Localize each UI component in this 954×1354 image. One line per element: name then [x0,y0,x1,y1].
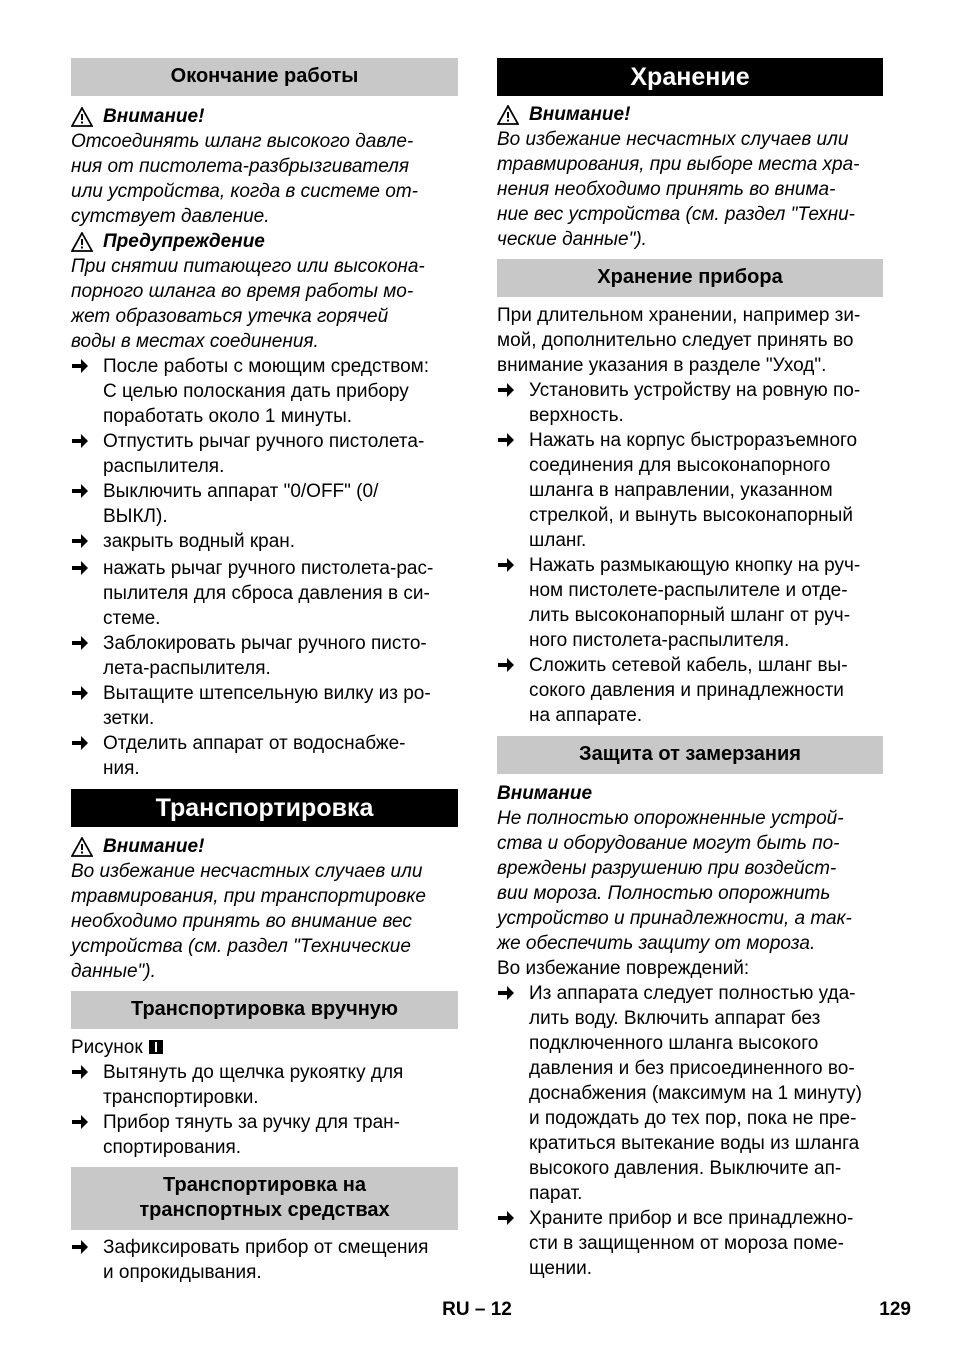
text-line: Во избежание несчастных случаев или [71,861,423,882]
text-line: верхность. [529,405,624,426]
text-line: сти в защищенном от мороза поме- [529,1233,844,1254]
text-line: или устройства, когда в системе от- [71,181,418,202]
text-line: шланг. [529,530,587,551]
step-text [529,428,883,553]
text-line: ческие данные"). [497,229,647,250]
arrow-right-icon [497,432,515,448]
text-line: Нажать на корпус быстроразъемного [529,430,858,451]
text-line: Прибор тянуть за ручку для тран- [103,1112,401,1133]
text-line: и подождать до тех пор, пока не пре- [529,1108,857,1129]
step-bullet [497,981,529,1206]
step-text [103,731,458,781]
text-line: Сложить сетевой кабель, шланг вы- [529,655,848,676]
text-line: Из аппарата следует полностью уда- [529,983,856,1004]
step-item [497,981,883,1206]
text-line: сутствует давление. [71,206,270,227]
text-line: вии мороза. Полностью опорожнить [497,883,831,904]
arrow-right-icon [71,483,89,499]
warning-block-title [71,104,458,129]
step-text [103,1235,458,1285]
step-item [497,428,883,553]
text-line: ВЫКЛ). [103,506,168,527]
arrow-right-icon [497,657,515,673]
step-item [497,553,883,653]
step-item [497,653,883,728]
text-line: высокого давления. Выключите ап- [529,1158,842,1179]
step-item [71,354,458,429]
arrow-right-icon [71,1239,89,1255]
step-bullet [71,429,103,479]
text-line: мой, дополнительно следует принять во [497,330,854,351]
step-item [71,1110,458,1160]
text-line: Храните прибор и все принадлежно- [529,1208,854,1229]
arrow-right-icon [71,358,89,374]
section-heading-storage: Хранение [497,58,883,96]
step-bullet [497,1206,529,1281]
step-item [71,731,458,781]
step-text [529,378,883,428]
right-column [497,58,883,1281]
text-line: внимание указания в разделе "Уход". [497,355,827,376]
text-line: травмирования, при выборе места хра- [497,154,860,175]
step-item [71,429,458,479]
step-bullet [497,653,529,728]
text-line: на аппарате. [529,705,643,726]
text-line: ного пистолета-распылителя. [529,630,790,651]
text-line: ства и оборудование могут быть по- [497,833,840,854]
step-text [103,1060,458,1110]
text-line: щении. [529,1258,592,1279]
heading-line: транспортных средствах [139,1199,390,1221]
arrow-right-icon [497,985,515,1001]
arrow-right-icon [497,1210,515,1226]
arrow-right-icon [71,560,89,576]
figure-label: Рисунок [71,1037,143,1058]
step-text [529,653,883,728]
warning-triangle-icon [71,232,93,252]
warning-triangle-icon [71,837,93,857]
figure-reference [71,1035,458,1060]
step-text [103,354,458,429]
arrow-right-icon [71,635,89,651]
arrow-right-icon [71,685,89,701]
text-line: При длительном хранении, например зи- [497,305,861,326]
step-item [71,681,458,731]
section-heading-frost-protection: Защита от замерзания [497,736,883,774]
text-line: сокого давления и принадлежности [529,680,844,701]
text-line: С целью полоскания дать прибору [103,381,409,402]
text-line: же обеспечить защиту от мороза. [497,933,816,954]
text-line: вреждены разрушению при воздейст- [497,858,837,879]
frost-note-text [497,806,883,956]
step-item [71,1235,458,1285]
frost-note-title: Внимание [497,783,593,804]
left-column [71,58,458,1285]
step-bullet [71,1060,103,1110]
arrow-right-icon [71,533,89,549]
caution-title: Предупреждение [103,231,265,252]
figure-number-icon [149,1040,163,1054]
text-line: Вытащите штепсельную вилку из ро- [103,683,431,704]
step-text [103,631,458,681]
footer-section-label: RU – 12 [442,1299,512,1320]
warning-triangle-icon [497,105,519,125]
arrow-right-icon [71,735,89,751]
text-line: Отпустить рычаг ручного пистолета- [103,431,425,452]
step-bullet [71,731,103,781]
warning-title: Внимание! [103,836,205,857]
text-line: соединения для высоконапорного [529,455,831,476]
section-heading-manual-transport: Транспортировка вручную [71,991,458,1029]
warning-text [71,129,458,229]
arrow-right-icon [71,1114,89,1130]
step-bullet [71,354,103,429]
device-storage-step-list [497,378,883,728]
step-bullet [71,479,103,529]
step-text [103,429,458,479]
step-bullet [71,556,103,631]
step-bullet [71,529,103,556]
step-item [71,529,458,556]
step-text [529,1206,883,1281]
step-item [497,378,883,428]
warning-block-title [71,834,458,859]
text-line: подключенного шланга высокого [529,1033,819,1054]
text-line: При снятии питающего или высокона- [71,256,425,277]
text-line: доснабжения (максимум на 1 минуту) [529,1083,862,1104]
step-item [71,556,458,631]
text-line: давления и без присоединенного во- [529,1058,855,1079]
text-line: лить высоконапорный шланг от руч- [529,605,851,626]
text-line: Заблокировать рычаг ручного писто- [103,633,427,654]
text-line: распылителя. [103,456,225,477]
caution-block-title [71,229,458,254]
step-text [103,556,458,631]
section-heading-end-work: Окончание работы [71,58,458,96]
text-line: Нажать размыкающую кнопку на руч- [529,555,861,576]
warning-text [497,127,883,252]
arrow-right-icon [497,382,515,398]
step-bullet [71,681,103,731]
step-bullet [497,428,529,553]
text-line: ния от пистолета-разбрызгивателя [71,156,410,177]
text-line: порного шланга во время работы мо- [71,281,414,302]
text-line: лета-распылителя. [103,658,271,679]
step-bullet [497,553,529,653]
step-bullet [497,378,529,428]
text-line: транспортировки. [103,1087,259,1108]
text-line: Отсоединять шланг высокого давле- [71,131,414,152]
text-line: данные"). [71,961,156,982]
text-line: спортирования. [103,1137,242,1158]
section-heading-vehicle-transport [71,1167,458,1230]
warning-title: Внимание! [529,104,631,125]
step-text [103,529,458,556]
text-line: шланга в направлении, указанном [529,480,833,501]
text-line: нения необходимо принять во внима- [497,179,836,200]
arrow-right-icon [497,557,515,573]
warning-text [71,859,458,984]
text-line: Не полностью опорожненные устрой- [497,808,844,829]
step-text [103,1110,458,1160]
step-text [103,479,458,529]
text-line: ния. [103,758,140,779]
page-number: 129 [879,1299,911,1320]
manual-transport-step-list [71,1060,458,1160]
caution-text [71,254,458,354]
text-line: поработать около 1 минуты. [103,406,353,427]
warning-block-title [497,102,883,127]
text-line: лить воду. Включить аппарат без [529,1008,821,1029]
text-line: необходимо принять во внимание вес [71,911,412,932]
arrow-right-icon [71,1064,89,1080]
text-line: Зафиксировать прибор от смещения [103,1237,429,1258]
end-work-step-list [71,354,458,781]
text-line: воды в местах соединения. [71,331,319,352]
warning-triangle-icon [71,107,93,127]
text-line: Отделить аппарат от водоснабже- [103,733,406,754]
step-item [71,479,458,529]
step-item [497,1206,883,1281]
frost-intro: Во избежание повреждений: [497,958,750,979]
frost-step-list [497,981,883,1281]
text-line: ние вес устройства (см. раздел "Техни- [497,204,855,225]
text-line: парат. [529,1183,583,1204]
arrow-right-icon [71,433,89,449]
text-line: Во избежание несчастных случаев или [497,129,849,150]
text-line: закрыть водный кран. [103,531,296,552]
step-text [529,553,883,653]
text-line: Выключить аппарат "0/OFF" (0/ [103,481,379,502]
step-text [529,981,883,1206]
vehicle-transport-step-list [71,1235,458,1285]
section-heading-transport: Транспортировка [71,789,458,827]
heading-line: Транспортировка на [163,1174,366,1196]
text-line: устройства (см. раздел "Технические [71,936,411,957]
step-item [71,1060,458,1110]
step-text [103,681,458,731]
text-line: После работы с моющим средством: [103,356,429,377]
step-bullet [71,631,103,681]
text-line: стеме. [103,608,161,629]
step-item [71,631,458,681]
text-line: травмирования, при транспортировке [71,886,426,907]
text-line: и опрокидывания. [103,1262,262,1283]
text-line: жет образоваться утечка горячей [71,306,389,327]
text-line: пылителя для сброса давления в си- [103,583,430,604]
text-line: Вытянуть до щелчка рукоятку для [103,1062,404,1083]
text-line: кратиться вытекание воды из шланга [529,1133,860,1154]
warning-title: Внимание! [103,106,205,127]
device-storage-intro [497,303,883,378]
section-heading-device-storage: Хранение прибора [497,259,883,297]
text-line: ном пистолете-распылителе и отде- [529,580,848,601]
text-line: стрелкой, и вынуть высоконапорный [529,505,853,526]
text-line: нажать рычаг ручного пистолета-рас- [103,558,434,579]
text-line: устройство и принадлежности, а так- [497,908,852,929]
text-line: зетки. [103,708,155,729]
text-line: Установить устройству на ровную по- [529,380,861,401]
step-bullet [71,1235,103,1285]
step-bullet [71,1110,103,1160]
